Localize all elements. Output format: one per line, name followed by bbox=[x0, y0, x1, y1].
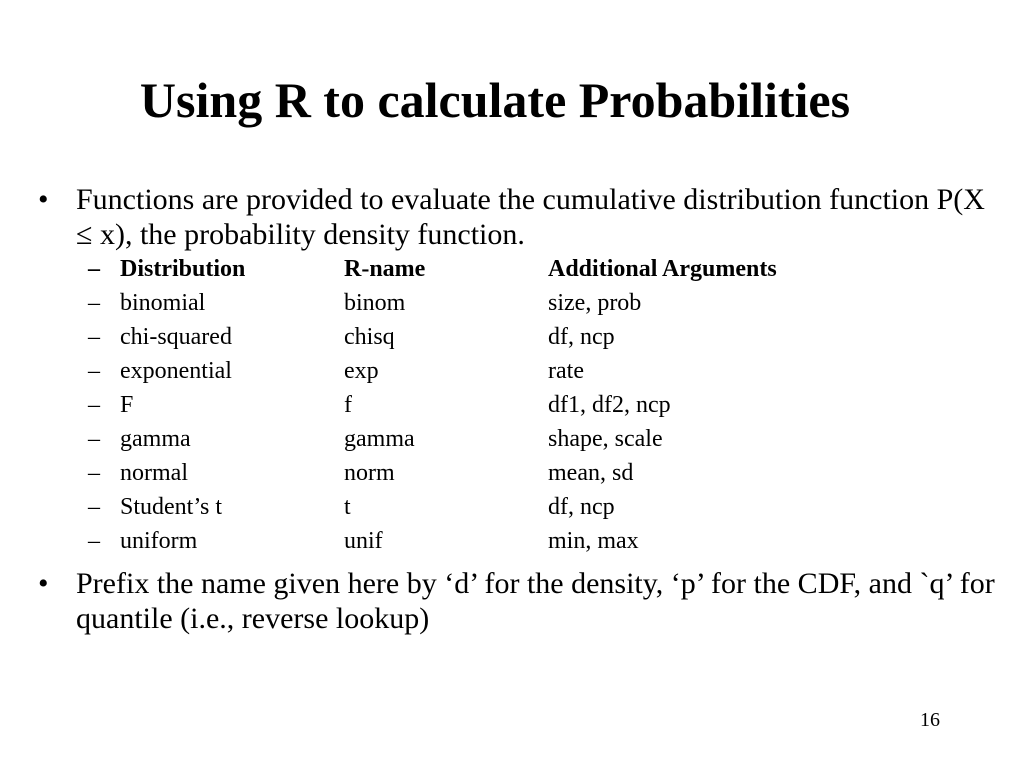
header-r-name: R-name bbox=[344, 256, 426, 282]
r-name-cell: chisq bbox=[344, 324, 395, 350]
sub-bullet-dash: – bbox=[88, 528, 100, 554]
distribution-cell: uniform bbox=[120, 528, 198, 554]
distribution-cell: gamma bbox=[120, 426, 191, 452]
r-name-cell: exp bbox=[344, 358, 379, 384]
distribution-table bbox=[88, 254, 888, 560]
arguments-cell: df, ncp bbox=[548, 494, 615, 520]
sub-bullet-dash: – bbox=[88, 460, 100, 486]
r-name-cell: binom bbox=[344, 290, 406, 316]
bullet-dot: • bbox=[38, 567, 49, 600]
page-number: 16 bbox=[920, 709, 940, 731]
distribution-cell: F bbox=[120, 392, 134, 418]
arguments-cell: rate bbox=[548, 358, 584, 384]
table-header-row bbox=[88, 254, 888, 288]
arguments-cell: mean, sd bbox=[548, 460, 634, 486]
r-name-cell: t bbox=[344, 494, 351, 520]
distribution-cell: binomial bbox=[120, 290, 206, 316]
arguments-cell: df, ncp bbox=[548, 324, 615, 350]
sub-bullet-dash: – bbox=[88, 494, 100, 520]
sub-bullet-dash: – bbox=[88, 256, 100, 282]
slide-title: Using R to calculate Probabilities bbox=[139, 72, 851, 128]
sub-bullet-dash: – bbox=[88, 358, 100, 384]
distribution-cell: Student’s t bbox=[120, 494, 223, 520]
table-row bbox=[88, 356, 888, 390]
table-row bbox=[88, 390, 888, 424]
table-row bbox=[88, 492, 888, 526]
r-name-cell: f bbox=[344, 392, 352, 418]
header-distribution: Distribution bbox=[120, 256, 246, 282]
table-row bbox=[88, 322, 888, 356]
distribution-cell: exponential bbox=[120, 358, 232, 384]
sub-bullet-dash: – bbox=[88, 290, 100, 316]
sub-bullet-dash: – bbox=[88, 426, 100, 452]
arguments-cell: size, prob bbox=[548, 290, 642, 316]
table-row bbox=[88, 288, 888, 322]
table-row bbox=[88, 458, 888, 492]
r-name-cell: gamma bbox=[344, 426, 415, 452]
r-name-cell: norm bbox=[344, 460, 395, 486]
sub-bullet-dash: – bbox=[88, 392, 100, 418]
bullet-text: Functions are provided to evaluate the cumulative distribution function P(X ≤ x), the probability density function. bbox=[76, 183, 985, 251]
bullet-text: Prefix the name given here by ‘d’ for the density, ‘p’ for the CDF, and `q’ for quantile (i.e., reverse lookup) bbox=[76, 567, 995, 635]
bullet-dot: • bbox=[38, 183, 49, 216]
table-row bbox=[88, 424, 888, 458]
arguments-cell: df1, df2, ncp bbox=[548, 392, 671, 418]
sub-bullet-dash: – bbox=[88, 324, 100, 350]
arguments-cell: min, max bbox=[548, 528, 639, 554]
distribution-cell: normal bbox=[120, 460, 188, 486]
header-additional-arguments: Additional Arguments bbox=[548, 256, 777, 282]
table-row bbox=[88, 526, 888, 560]
arguments-cell: shape, scale bbox=[548, 426, 663, 452]
distribution-cell: chi-squared bbox=[120, 324, 232, 350]
r-name-cell: unif bbox=[344, 528, 383, 554]
